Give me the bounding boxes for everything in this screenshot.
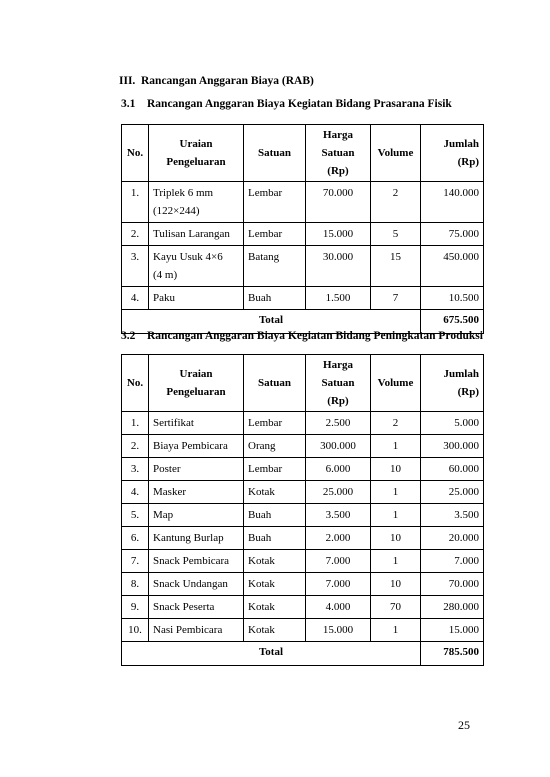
header-harga: Harga Satuan (Rp) <box>306 125 371 182</box>
header-harga: Harga Satuan (Rp) <box>306 355 371 412</box>
table-row: 4. Masker Kotak 25.000 1 25.000 <box>122 481 484 504</box>
section-number: 3.1 <box>121 98 136 110</box>
header-no: No. <box>122 355 149 412</box>
section-heading <box>121 98 452 110</box>
header-jumlah: Jumlah (Rp) <box>421 355 484 412</box>
section-title: Rancangan Anggaran Biaya Kegiatan Bidang Peningkatan Produksi <box>147 330 483 342</box>
section-heading <box>121 330 483 342</box>
table-row: 4. Paku Buah 1.500 7 10.500 <box>122 287 484 310</box>
table-row: 3. Poster Lembar 6.000 10 60.000 <box>122 458 484 481</box>
table-row: 2. Tulisan Larangan Lembar 15.000 5 75.000 <box>122 223 484 246</box>
table-row: 3. Kayu Usuk 4×6 (4 m) Batang 30.000 15 450.000 <box>122 246 484 287</box>
budget-table-prasarana <box>121 124 484 334</box>
chapter-title: Rancangan Anggaran Biaya (RAB) <box>141 75 314 87</box>
section-title: Rancangan Anggaran Biaya Kegiatan Bidang Prasarana Fisik <box>147 98 452 110</box>
table-row: 2. Biaya Pembicara Orang 300.000 1 300.000 <box>122 435 484 458</box>
budget-table-produksi <box>121 354 484 666</box>
header-satuan: Satuan <box>244 125 306 182</box>
chapter-heading <box>119 75 314 87</box>
table-row: 9. Snack Peserta Kotak 4.000 70 280.000 <box>122 596 484 619</box>
header-uraian: Uraian Pengeluaran <box>149 125 244 182</box>
table-row: 6. Kantung Burlap Buah 2.000 10 20.000 <box>122 527 484 550</box>
header-volume: Volume <box>371 125 421 182</box>
page-number: 25 <box>458 718 470 732</box>
total-label: Total <box>122 642 421 666</box>
table-row: 10. Nasi Pembicara Kotak 15.000 1 15.000 <box>122 619 484 642</box>
table-header-row <box>122 125 484 182</box>
table-row: 7. Snack Pembicara Kotak 7.000 1 7.000 <box>122 550 484 573</box>
header-uraian: Uraian Pengeluaran <box>149 355 244 412</box>
table-total-row <box>122 642 484 666</box>
header-no: No. <box>122 125 149 182</box>
total-value: 675.500 <box>421 310 484 334</box>
table-header-row <box>122 355 484 412</box>
table-row: 1. Sertifikat Lembar 2.500 2 5.000 <box>122 412 484 435</box>
header-volume: Volume <box>371 355 421 412</box>
header-jumlah: Jumlah (Rp) <box>421 125 484 182</box>
chapter-number: III. <box>119 75 136 87</box>
header-satuan: Satuan <box>244 355 306 412</box>
total-label: Total <box>122 310 421 334</box>
total-value: 785.500 <box>421 642 484 666</box>
table-row: 8. Snack Undangan Kotak 7.000 10 70.000 <box>122 573 484 596</box>
section-number: 3.2 <box>121 330 136 342</box>
table-row: 5. Map Buah 3.500 1 3.500 <box>122 504 484 527</box>
table-row: 1. Triplek 6 mm (122×244) Lembar 70.000 2 140.000 <box>122 182 484 223</box>
